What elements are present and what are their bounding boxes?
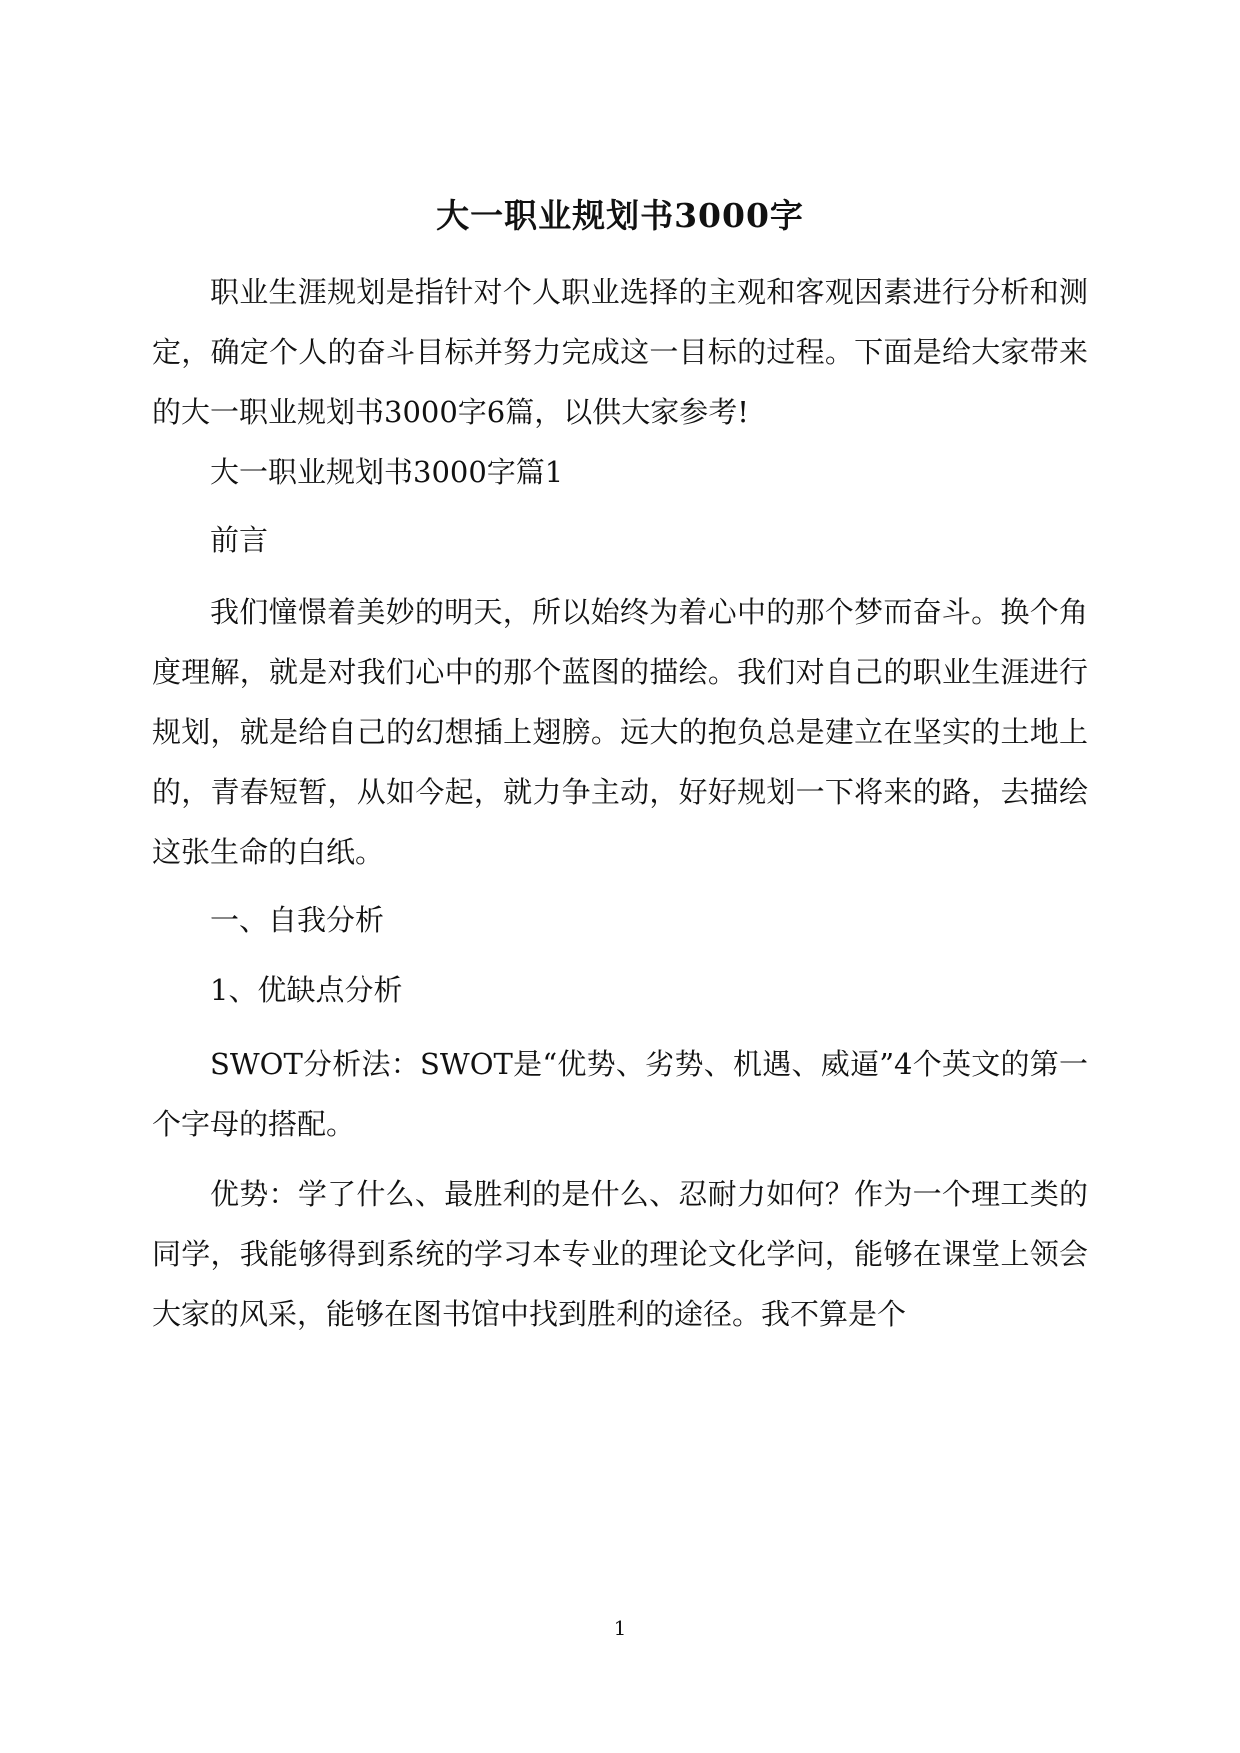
subsection-heading-pros-cons: 1、优缺点分析 [210, 973, 403, 1007]
document-title: 大一职业规划书3000字 [436, 196, 804, 235]
page-number: 1 [613, 1616, 627, 1640]
section-heading-self-analysis: 一、自我分析 [210, 903, 385, 937]
intro-paragraph: 职业生涯规划是指针对个人职业选择的主观和客观因素进行分析和测定，确定个人的奋斗目标并努力完成这一目标的过程。下面是给大家带来的大一职业规划书3000字6篇，以供大家参考! [152, 275, 1088, 429]
preface-paragraph: 我们憧憬着美妙的明天，所以始终为着心中的那个梦而奋斗。换个角度理解，就是对我们心中的那个蓝图的描绘。我们对自己的职业生涯进行规划，就是给自己的幻想插上翅膀。远大的抱负总是建立在坚实的土地上的，青春短暂，从如今起，就力争主动，好好规划一下将来的路，去描绘这张生命的白纸。 [152, 595, 1088, 869]
section-heading-part1: 大一职业规划书3000字篇1 [210, 455, 564, 489]
strengths-paragraph: 优势：学了什么、最胜利的是什么、忍耐力如何？作为一个理工类的同学，我能够得到系统的学习本专业的理论文化学问，能够在课堂上领会大家的风采，能够在图书馆中找到胜利的途径。我不算是个 [152, 1177, 1088, 1331]
section-heading-preface: 前言 [210, 523, 269, 557]
swot-paragraph: SWOT分析法：SWOT是“优势、劣势、机遇、威逼”4个英文的第一个字母的搭配。 [152, 1047, 1088, 1141]
